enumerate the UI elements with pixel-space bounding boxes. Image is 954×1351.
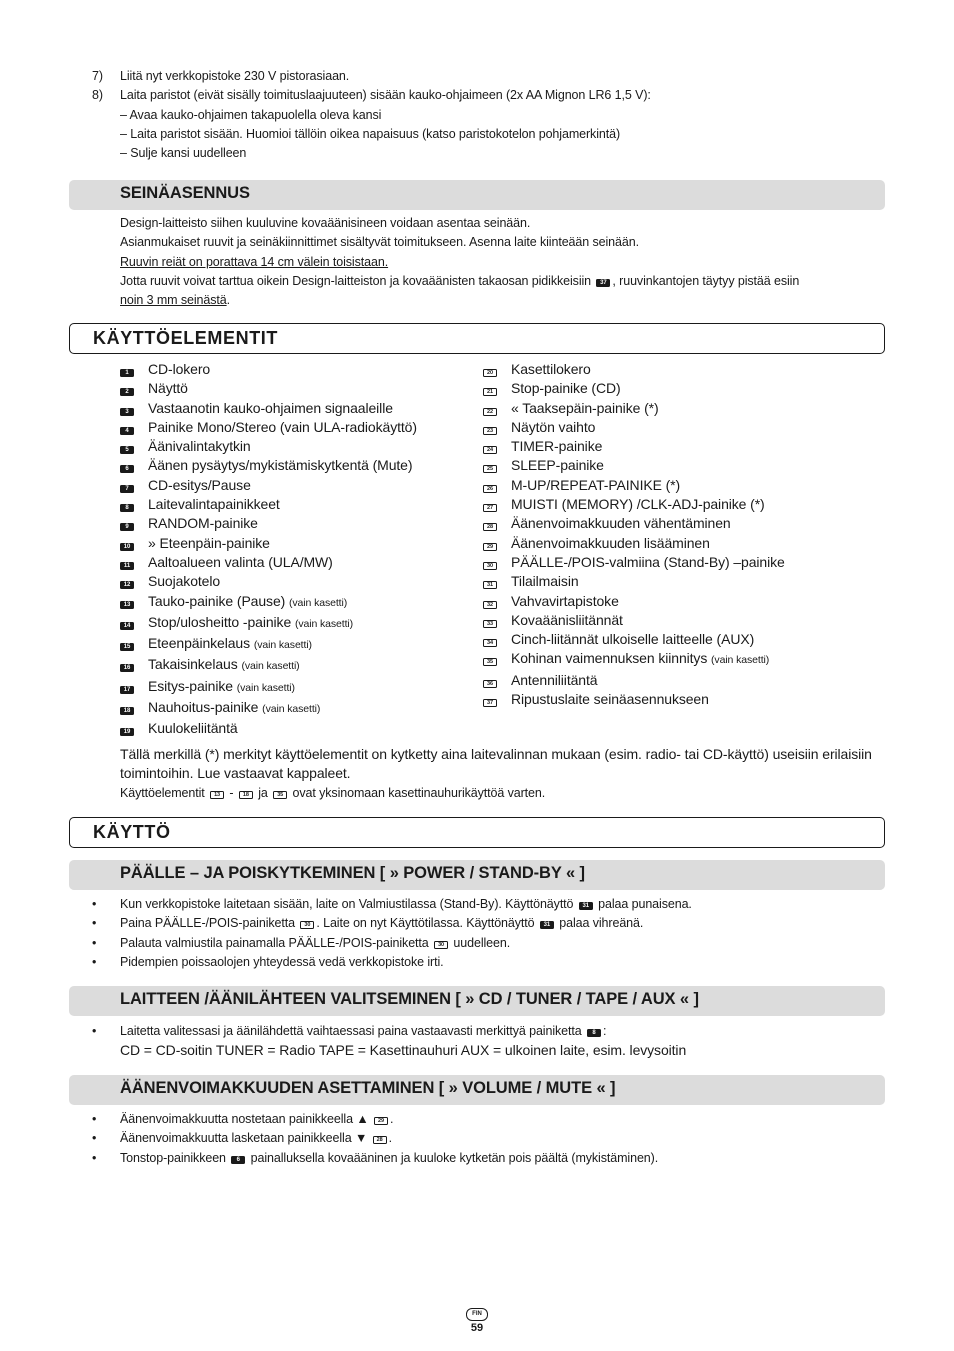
note-text: ovat yksinomaan kasettinauhurikäyttöä varten. [292, 785, 546, 800]
list-item [92, 914, 882, 933]
ref-badge: 31 [579, 902, 593, 910]
step-8 [92, 86, 892, 105]
section-header-power [69, 860, 885, 890]
control-item [120, 719, 417, 738]
wall-line-2: Asianmukaiset ruuvit ja seinäkiinnittimet sisältyvät toimitukseen. Asenna laite kiinteään seinään. [120, 235, 639, 250]
section-header-volume [69, 1075, 885, 1105]
ref-badge: 37 [596, 279, 610, 287]
bullet-text: . [389, 1112, 394, 1126]
control-label: Kovaäänisliitännät [511, 611, 623, 628]
control-label: Aaltoalueen valinta (ULA/MW) [148, 553, 333, 570]
control-label: Kuulokeliitäntä [148, 720, 238, 737]
bullet-dot: • [92, 916, 97, 931]
section-title: LAITTEEN /ÄÄNILÄHTEEN VALITSEMINEN [ » CD / TUNER / TAPE / AUX « ] [120, 990, 699, 1008]
control-number-badge: 15 [120, 643, 134, 651]
control-number-badge: 2 [120, 388, 134, 396]
note-text: Käyttöelementit [120, 785, 205, 800]
wall-line-1: Design-laitteisto siihen kuuluvine kovaäänisineen voidaan asentaa seinään. [120, 216, 531, 230]
control-number-badge: 22 [483, 408, 497, 416]
control-number-badge: 32 [483, 601, 497, 609]
section-title: KÄYTTÖELEMENTIT [93, 328, 278, 348]
note-text: ja [258, 785, 268, 800]
bullet-text: Paina PÄÄLLE-/POIS-painiketta [120, 916, 295, 931]
control-number-badge: 25 [483, 465, 497, 473]
wall-line-5 [120, 291, 880, 310]
control-label: Takaisinkelaus [148, 656, 238, 673]
control-item [483, 630, 785, 649]
control-number-badge: 33 [483, 620, 497, 628]
bullet-dot: • [92, 1150, 97, 1165]
bullet-text: painalluksella kovaääninen ja kuuloke kytketän pois päältä (mykistäminen). [250, 1150, 659, 1165]
control-item [120, 379, 417, 398]
control-item [120, 495, 417, 514]
section-title: SEINÄASENNUS [120, 184, 250, 202]
control-label: Esitys-painike [148, 677, 233, 694]
controls-list-right [483, 360, 785, 709]
control-number-badge: 34 [483, 639, 497, 647]
bullet-text: Pidempien poissaolojen yhteydessä vedä verkkopistoke irti. [120, 954, 444, 969]
source-bullets [92, 1022, 882, 1061]
list-item [92, 895, 882, 914]
control-item [120, 698, 417, 719]
power-bullets [92, 895, 882, 972]
step-8-sub-2: – Laita paristot sisään. Huomioi tällöin oikea napaisuus (katso paristokotelon pohjamerkintä) [120, 126, 621, 141]
bullet-dot: • [92, 1131, 97, 1146]
ref-badge: 6 [231, 1156, 245, 1164]
controls-note [120, 745, 880, 803]
control-note: (vain kasetti) [289, 596, 348, 609]
control-item [483, 476, 785, 495]
control-number-badge: 20 [483, 369, 497, 377]
bullet-text: . [388, 1131, 392, 1146]
control-label: Cinch-liitännät ulkoiselle laitteelle (AUX) [511, 631, 755, 648]
control-label: Stop/ulosheitto -painike [148, 613, 292, 630]
section-header-controls [69, 323, 885, 354]
control-number-badge: 14 [120, 622, 134, 630]
wall-line-3: Ruuvin reiät on porattava 14 cm välein toisistaan. [120, 254, 389, 269]
control-number-badge: 13 [120, 601, 134, 609]
control-label: Stop-painike (CD) [511, 380, 621, 397]
control-item [483, 592, 785, 611]
page-footer [466, 1302, 488, 1334]
step-text: Liitä nyt verkkopistoke 230 V pistorasiaan. [120, 69, 350, 83]
control-number-badge: 3 [120, 408, 134, 416]
ref-badge: 28 [373, 1136, 387, 1144]
step-text: Laita paristot (eivät sisälly toimituslaajuuteen) sisään kauko-ohjaimeen (2x AA Mignon LR6 1,5 V): [120, 88, 651, 103]
control-label: Eteenpäinkelaus [148, 635, 251, 652]
control-item [120, 456, 417, 475]
list-item [92, 934, 882, 953]
control-number-badge: 29 [483, 543, 497, 551]
step-number: 8) [92, 88, 103, 103]
control-number-badge: 6 [120, 465, 134, 473]
control-label: Äänen pysäytys/mykistämiskytkentä (Mute) [148, 457, 413, 474]
bullet-text: Äänenvoimakkuutta lasketaan painikkeella ▼ [120, 1131, 368, 1146]
control-number-badge: 9 [120, 523, 134, 531]
ref-badge: 30 [300, 921, 314, 929]
wall-line-5-underlined: noin 3 mm seinästä [120, 293, 227, 308]
bullet-dot: • [92, 935, 97, 950]
control-number-badge: 21 [483, 388, 497, 396]
control-number-badge: 37 [483, 699, 497, 707]
list-item [92, 953, 882, 972]
control-item [483, 399, 785, 418]
control-label: CD-esitys/Pause [148, 476, 251, 493]
control-label: Suojakotelo [148, 573, 221, 590]
ref-badge: 18 [239, 791, 253, 799]
control-number-badge: 5 [120, 446, 134, 454]
control-item [483, 379, 785, 398]
controls-list-left [120, 360, 417, 739]
list-item [92, 1110, 882, 1129]
control-item [483, 671, 785, 690]
control-item [483, 514, 785, 533]
section-title: PÄÄLLE – JA POISKYTKEMINEN [ » POWER / STAND-BY « ] [120, 864, 585, 882]
intro-steps [92, 67, 892, 163]
control-item [483, 418, 785, 437]
control-number-badge: 1 [120, 369, 134, 377]
note-line-2: toimintoihin. Lue vastaavat kappaleet. [120, 765, 351, 782]
control-number-badge: 28 [483, 523, 497, 531]
step-8-sub-3: – Sulje kansi uudelleen [120, 146, 247, 161]
section-header-source [69, 986, 885, 1016]
bullet-text: . Laite on nyt Käyttötilassa. Käyttönäyttö [316, 916, 535, 931]
control-item [120, 613, 417, 634]
control-item [120, 514, 417, 533]
control-item [120, 360, 417, 379]
control-number-badge: 24 [483, 446, 497, 454]
control-label: MUISTI (MEMORY) /CLK-ADJ-painike (*) [511, 496, 765, 513]
section-header-usage [69, 817, 885, 848]
control-item [483, 360, 785, 379]
language-badge: FIN [466, 1308, 488, 1321]
control-item [483, 553, 785, 572]
bullet-text: uudelleen. [453, 935, 511, 950]
control-label: Näytön vaihto [511, 418, 596, 435]
bullet-text: Tonstop-painikkeen [120, 1150, 226, 1165]
control-item [120, 399, 417, 418]
control-note: (vain kasetti) [262, 703, 321, 716]
ref-badge: 13 [210, 791, 224, 799]
control-label: Vahvavirtapistoke [511, 592, 619, 609]
list-item [92, 1129, 882, 1148]
bullet-text: Laitetta valitessasi ja äänilähdettä vaihtaessasi paina vastaavasti merkittyä painiketta [120, 1024, 582, 1038]
control-label: Äänivalintakytkin [148, 438, 251, 455]
control-number-badge: 30 [483, 562, 497, 570]
control-item [483, 534, 785, 553]
control-label: M-UP/REPEAT-PAINIKE (*) [511, 476, 681, 493]
control-number-badge: 11 [120, 562, 134, 570]
control-item [120, 655, 417, 676]
control-label: PÄÄLLE-/POIS-valmiina (Stand-By) –painike [511, 553, 785, 570]
control-note: (vain kasetti) [236, 681, 295, 694]
ref-badge: 31 [540, 921, 554, 929]
control-label: Ripustuslaite seinäasennukseen [511, 691, 709, 708]
control-item [120, 634, 417, 655]
list-item-continued [92, 1041, 882, 1060]
control-item [483, 495, 785, 514]
control-label: CD-lokero [148, 361, 211, 377]
section-title: KÄYTTÖ [93, 822, 171, 842]
control-label: Painike Mono/Stereo (vain ULA-radiokäyttö) [148, 418, 417, 435]
control-note: (vain kasetti) [241, 660, 300, 673]
control-label: Tauko-painike (Pause) [148, 592, 286, 609]
control-label: Näyttö [148, 380, 188, 397]
control-number-badge: 19 [120, 728, 134, 736]
wall-line-4-part: Jotta ruuvit voivat tarttua oikein Design-laitteiston ja kovaäänisten takaosan pidikkeisiin [120, 273, 592, 288]
control-label: » Eteenpäin-painike [148, 534, 270, 551]
bullet-text: Kun verkkopistoke laitetaan sisään, laite on Valmiustilassa (Stand-By). Käyttönäyttö [120, 897, 574, 911]
bullet-text: palaa vihreänä. [559, 916, 644, 931]
control-item [483, 456, 785, 475]
control-item [483, 649, 785, 670]
control-number-badge: 8 [120, 504, 134, 512]
bullet-dot: • [92, 954, 97, 969]
control-label: TIMER-painike [511, 438, 603, 455]
control-item [120, 418, 417, 437]
bullet-text: palaa punaisena. [598, 897, 692, 911]
wall-line-4-part: , ruuvinkantojen täytyy pistää esiin [612, 273, 800, 288]
control-number-badge: 16 [120, 664, 134, 672]
section-header-wall-mounting [69, 180, 885, 210]
note-line-3 [120, 784, 880, 803]
bullet-text: : [602, 1024, 607, 1038]
control-label: Äänenvoimakkuuden lisääminen [511, 534, 710, 551]
ref-badge: 29 [374, 1117, 388, 1125]
step-number: 7) [92, 69, 103, 83]
control-number-badge: 4 [120, 427, 134, 435]
bullet-dot: • [92, 1112, 97, 1126]
volume-bullets [92, 1110, 882, 1168]
control-number-badge: 36 [483, 680, 497, 688]
control-number-badge: 27 [483, 504, 497, 512]
step-7 [92, 67, 892, 86]
section-title: ÄÄNENVOIMAKKUUDEN ASETTAMINEN [ » VOLUME / MUTE « ] [120, 1079, 616, 1097]
list-item [92, 1022, 882, 1041]
control-label: Kasettilokero [511, 361, 591, 377]
control-item [120, 592, 417, 613]
control-item [120, 437, 417, 456]
control-number-badge: 35 [483, 658, 497, 666]
note-line-1: Tällä merkillä (*) merkityt käyttöelementit on kytketty aina laitevalinnan mukaan (esim. radio- tai CD-käyttö) useisiin erilaisiin [120, 746, 872, 762]
control-number-badge: 17 [120, 686, 134, 694]
wall-line-4 [120, 272, 880, 291]
wall-line-5-end: . [226, 293, 230, 308]
control-item [483, 611, 785, 630]
control-number-badge: 10 [120, 543, 134, 551]
control-item [483, 572, 785, 591]
bullet-text: CD = CD-soitin TUNER = Radio TAPE = Kasettinauhuri AUX = ulkoinen laite, esim. levysoitin [120, 1042, 687, 1059]
control-item [483, 437, 785, 456]
control-item [483, 690, 785, 709]
control-item [120, 553, 417, 572]
control-label: Vastaanotin kauko-ohjaimen signaaleille [148, 399, 393, 416]
bullet-text: Palauta valmiustila painamalla PÄÄLLE-/POIS-painiketta [120, 935, 429, 950]
control-number-badge: 18 [120, 707, 134, 715]
step-8-sub-1: – Avaa kauko-ohjaimen takapuolella oleva kansi [120, 107, 382, 122]
control-label: Antenniliitäntä [511, 671, 598, 688]
control-item [120, 572, 417, 591]
control-label: Kohinan vaimennuksen kiinnitys [511, 650, 708, 667]
control-label: Tilailmaisin [511, 573, 579, 590]
control-number-badge: 23 [483, 427, 497, 435]
ref-badge: 8 [587, 1029, 601, 1037]
control-label: Laitevalintapainikkeet [148, 496, 280, 513]
ref-badge: 35 [273, 791, 287, 799]
control-label: SLEEP-painike [511, 457, 604, 474]
bullet-dot: • [92, 1024, 97, 1038]
control-note: (vain kasetti) [253, 639, 312, 652]
control-label: RANDOM-painike [148, 515, 258, 532]
bullet-dot: • [92, 897, 97, 911]
control-item [120, 534, 417, 553]
ref-badge: 30 [434, 941, 448, 949]
control-number-badge: 12 [120, 581, 134, 589]
control-item [120, 677, 417, 698]
control-label: « Taaksepäin-painike (*) [511, 399, 659, 416]
control-note: (vain kasetti) [294, 617, 354, 630]
bullet-text: Äänenvoimakkuutta nostetaan painikkeella ▲ [120, 1112, 369, 1126]
page-number: 59 [470, 1322, 484, 1334]
wall-mounting-text [120, 214, 880, 310]
control-number-badge: 26 [483, 485, 497, 493]
control-note: (vain kasetti) [711, 654, 770, 667]
note-text: - [229, 785, 234, 800]
control-item [120, 476, 417, 495]
control-number-badge: 7 [120, 485, 134, 493]
control-number-badge: 31 [483, 581, 497, 589]
control-label: Äänenvoimakkuuden vähentäminen [511, 515, 731, 532]
control-label: Nauhoitus-painike [148, 699, 259, 716]
list-item [92, 1149, 882, 1168]
